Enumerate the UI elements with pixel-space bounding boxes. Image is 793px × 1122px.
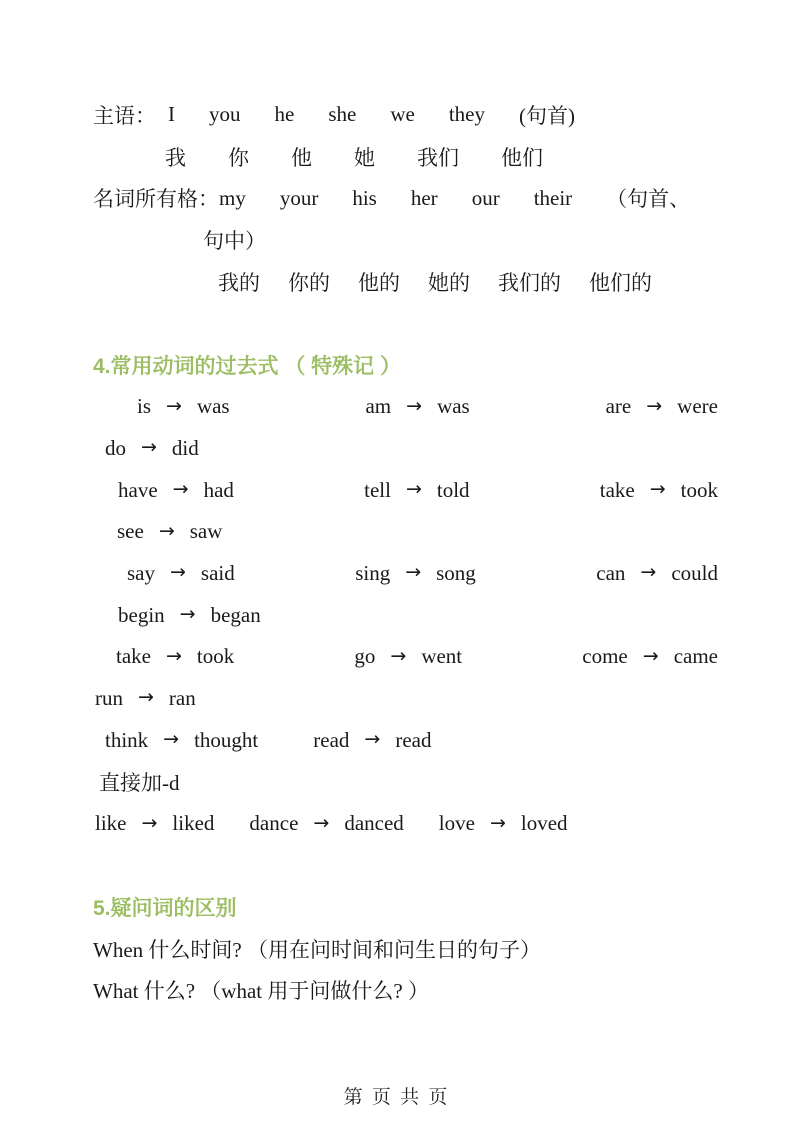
subject-cn-item: 你 <box>228 145 249 170</box>
verb-from: tell <box>364 477 391 502</box>
arrow-icon: → <box>390 644 407 667</box>
verb-pair <box>439 811 568 836</box>
verb-to: read <box>395 727 432 752</box>
arrow-icon: → <box>138 686 154 709</box>
verb-from: run <box>95 685 123 710</box>
arrow-icon: → <box>405 561 422 584</box>
verb-to: did <box>171 435 199 460</box>
verb-row <box>93 428 718 470</box>
subject-pronouns-chinese-line <box>93 136 718 178</box>
verb-pair <box>606 394 718 419</box>
subject-cn-item: 我们 <box>417 145 459 170</box>
verb-to: told <box>436 477 470 502</box>
arrow-icon: → <box>649 478 666 501</box>
verb-pair <box>105 728 258 753</box>
subject-item: she <box>328 102 357 127</box>
verb-to: loved <box>520 811 568 836</box>
arrow-icon: → <box>141 436 157 459</box>
verb-from: see <box>117 519 144 544</box>
verb-to: could <box>671 560 718 585</box>
subject-item: you <box>209 102 241 127</box>
arrow-icon: → <box>646 394 663 417</box>
subject-item: he <box>274 102 295 127</box>
page-footer <box>0 1082 793 1109</box>
possessive-item: their <box>533 185 573 210</box>
verb-from: dance <box>249 811 299 836</box>
possessive-item: her <box>410 185 438 210</box>
verb-pair <box>600 478 718 503</box>
subject-cn-item: 她 <box>354 145 375 170</box>
verb-row <box>93 719 718 761</box>
verb-to: song <box>436 560 476 585</box>
when-definition-line <box>93 928 718 970</box>
section4-heading-text: 4.常用动词的过去式 （ 特殊记 ） <box>93 354 402 378</box>
arrow-icon: → <box>172 478 189 501</box>
possessive-item: his <box>352 185 377 210</box>
verb-pair <box>127 561 235 586</box>
arrow-icon: → <box>642 644 659 667</box>
arrow-icon: → <box>406 394 423 417</box>
arrow-icon: → <box>405 478 422 501</box>
possessive-label: 名词所有格： <box>93 187 219 212</box>
verb-to: ran <box>168 685 196 710</box>
verb-pair <box>116 644 234 669</box>
subject-item-note: (句首) <box>518 103 575 128</box>
possessive-cn-item: 她的 <box>428 270 470 295</box>
verb-pair <box>313 728 431 753</box>
verb-from: take <box>599 477 635 502</box>
verb-pair <box>95 686 196 711</box>
verb-from: say <box>127 560 155 585</box>
page-footer-text: 第 页 共 页 <box>343 1087 450 1108</box>
possessive-chinese-line <box>93 261 718 303</box>
possessive-cn-item: 你的 <box>288 270 330 295</box>
verb-pair <box>582 644 718 669</box>
document-content <box>93 94 718 1011</box>
section5-heading-text: 5.疑问词的区别 <box>93 896 237 920</box>
verb-from: can <box>596 560 626 585</box>
verb-row <box>93 636 718 678</box>
verb-to: had <box>203 477 234 502</box>
verb-from: read <box>313 727 350 752</box>
verb-pair <box>137 394 230 419</box>
verb-pair <box>354 644 462 669</box>
verb-to: danced <box>344 811 404 836</box>
verb-to: were <box>677 394 718 419</box>
verb-from: do <box>105 435 126 460</box>
subject-pronouns-line <box>93 94 718 136</box>
subject-cn-item: 他 <box>291 145 312 170</box>
subject-cn-item: 他们 <box>501 145 543 170</box>
what-definition-line <box>93 969 718 1011</box>
verb-pair <box>249 811 403 836</box>
verb-pair <box>118 478 234 503</box>
verb-from: is <box>137 394 152 419</box>
possessive-cn-item: 我们的 <box>498 270 561 295</box>
blank-line <box>93 302 718 344</box>
verb-to: came <box>673 644 718 669</box>
verb-pair <box>355 561 476 586</box>
verb-pair <box>117 519 222 544</box>
verb-row <box>93 678 718 720</box>
add-d-note: 直接加-d <box>99 770 180 795</box>
verb-from: have <box>118 477 158 502</box>
verb-to: took <box>196 644 235 669</box>
verb-pair <box>365 394 469 419</box>
verb-from: take <box>116 644 151 669</box>
arrow-icon: → <box>640 561 657 584</box>
verb-to: took <box>680 477 718 502</box>
possessive-pronouns-line <box>93 177 718 219</box>
arrow-icon: → <box>179 603 196 626</box>
possessive-item: our <box>471 185 500 210</box>
verb-to: began <box>210 602 261 627</box>
possessive-note-wrap: 句中） <box>203 228 266 253</box>
subject-item: I <box>168 102 175 127</box>
verb-pair <box>118 603 261 628</box>
arrow-icon: → <box>364 728 381 751</box>
verb-row <box>93 386 718 428</box>
verb-to: said <box>200 560 235 585</box>
arrow-icon: → <box>313 811 330 834</box>
section5-heading <box>93 886 718 928</box>
blank-line <box>93 844 718 886</box>
verb-from: are <box>605 394 632 419</box>
subject-cn-item: 我 <box>165 145 186 170</box>
possessive-cn-item: 他们的 <box>589 270 652 295</box>
arrow-icon: → <box>166 394 182 417</box>
verb-row <box>93 469 718 511</box>
possessive-cn-item: 他的 <box>358 270 400 295</box>
verb-from: am <box>365 394 392 419</box>
verb-row <box>93 803 718 845</box>
what-definition: What 什么? （what 用于问做什么? ） <box>93 979 429 1004</box>
possessive-note-wrap-line <box>93 219 718 261</box>
verb-from: come <box>582 644 628 669</box>
possessive-cn-item: 我的 <box>218 270 260 295</box>
verb-from: sing <box>355 560 391 585</box>
arrow-icon: → <box>170 561 186 584</box>
verb-to: was <box>196 394 230 419</box>
when-definition: When 什么时间? （用在问时间和问生日的句子） <box>93 937 541 962</box>
verb-pair <box>95 811 214 836</box>
subject-item: they <box>448 102 485 127</box>
verb-from: love <box>438 811 475 836</box>
verb-pair <box>364 478 469 503</box>
verb-to: liked <box>172 811 215 836</box>
verb-from: go <box>354 644 376 669</box>
verb-from: begin <box>118 602 165 627</box>
verb-row <box>93 594 718 636</box>
verb-row <box>93 511 718 553</box>
subject-item: we <box>390 102 415 127</box>
verb-to: went <box>421 644 463 669</box>
possessive-item-note: （句首、 <box>606 187 691 212</box>
subject-label: 主语： <box>93 103 156 128</box>
verb-to: saw <box>189 519 223 544</box>
verb-to: thought <box>194 727 259 752</box>
possessive-item: my <box>219 185 246 210</box>
possessive-item: your <box>279 185 319 210</box>
arrow-icon: → <box>158 519 175 542</box>
verb-from: like <box>95 811 127 836</box>
arrow-icon: → <box>141 811 158 834</box>
verb-pair <box>596 561 718 586</box>
verb-row <box>93 553 718 595</box>
section4-heading <box>93 344 718 386</box>
add-d-note-line <box>93 761 718 803</box>
arrow-icon: → <box>489 811 506 834</box>
arrow-icon: → <box>165 644 182 667</box>
verb-from: think <box>105 727 149 752</box>
arrow-icon: → <box>163 728 180 751</box>
verb-pair <box>105 436 199 461</box>
verb-to: was <box>437 394 470 419</box>
